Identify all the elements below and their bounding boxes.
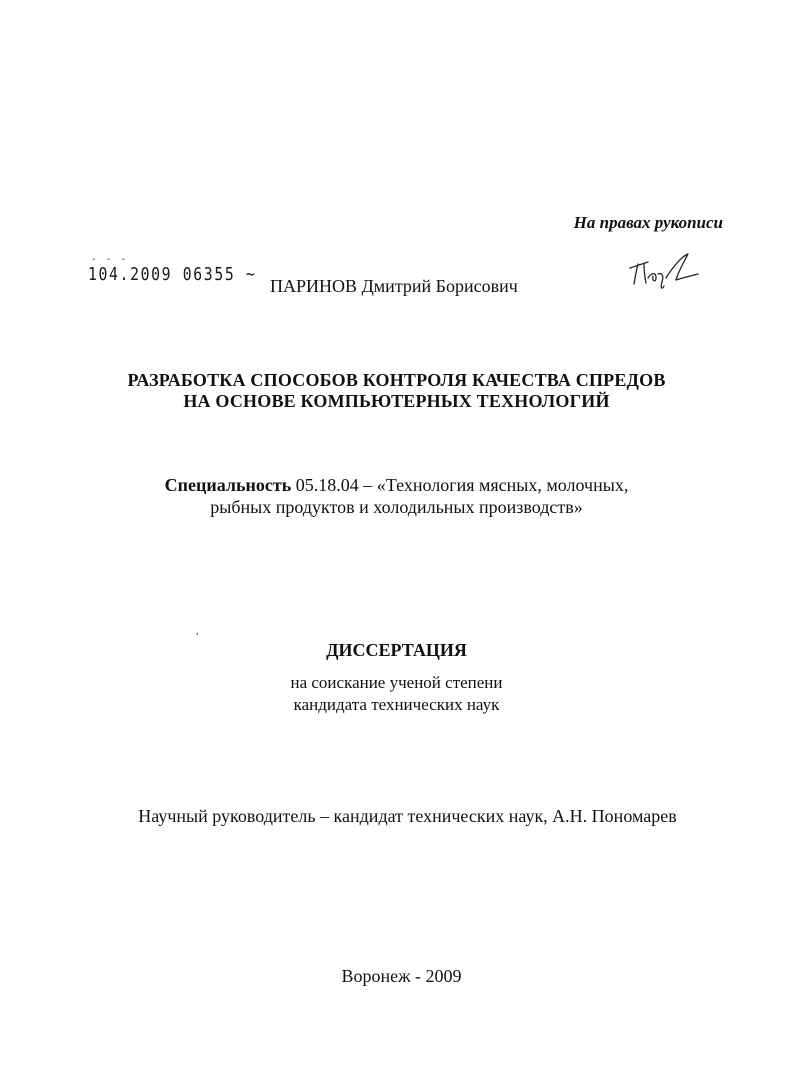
specialty-line-1 (0, 474, 793, 496)
stamp-number: 104.2009 06355 (88, 264, 236, 285)
degree-line-2: кандидата технических наук (293, 695, 500, 714)
degree-info (0, 672, 793, 716)
specialty-line-2: рыбных продуктов и холодильных производств» (210, 497, 583, 517)
specialty-code: 05.18.04 – «Технология мясных, молочных, (291, 475, 629, 495)
degree-line-1: на соискание ученой степени (290, 673, 503, 692)
dissertation-title (0, 370, 793, 412)
title-line-1: РАЗРАБОТКА СПОСОБОВ КОНТРОЛЯ КАЧЕСТВА СПРЕДОВ (127, 370, 666, 390)
author-name: ПАРИНОВ Дмитрий Борисович (270, 276, 518, 296)
library-stamp (88, 254, 257, 285)
stamp-mark: ~ (245, 264, 257, 285)
dissertation-heading: ДИССЕРТАЦИЯ (326, 640, 467, 660)
city-year: Воронеж - 2009 (341, 966, 462, 986)
specialty (0, 474, 793, 518)
rights-note: На правах рукописи (573, 213, 723, 232)
title-line-2: НА ОСНОВЕ КОМПЬЮТЕРНЫХ ТЕХНОЛОГИЙ (183, 391, 610, 411)
stray-mark: , (196, 626, 199, 637)
supervisor: Научный руководитель – кандидат технических наук, А.Н. Пономарев (138, 806, 677, 826)
signature-icon (626, 248, 702, 292)
stamp-dots: - - - (91, 254, 129, 265)
specialty-label: Специальность (164, 475, 292, 495)
